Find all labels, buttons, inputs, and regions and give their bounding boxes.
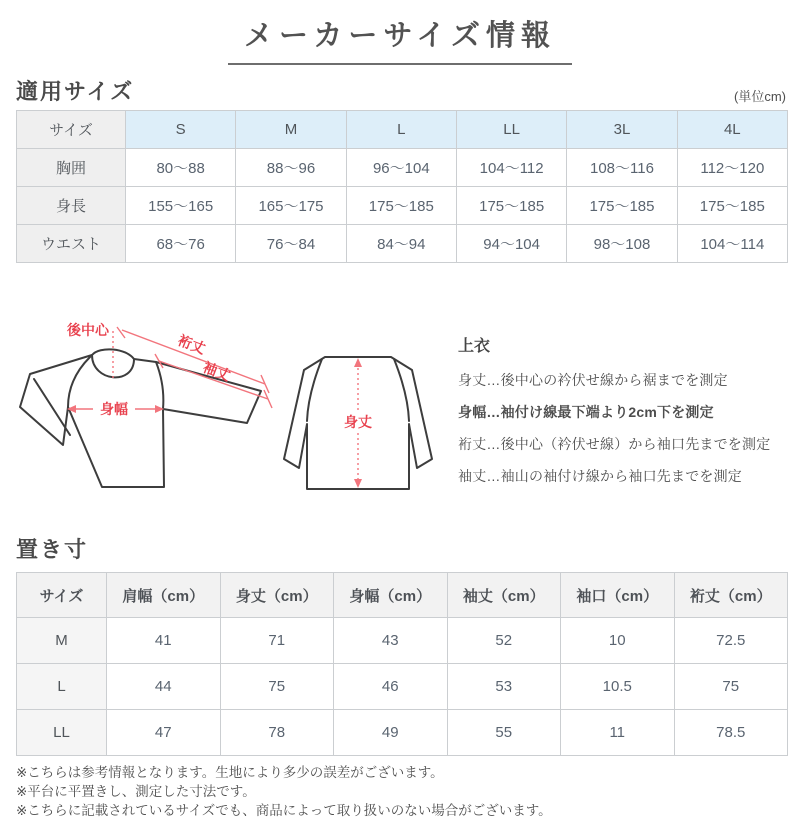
corner-cell: サイズ [17,111,126,149]
footer-notes [16,763,800,820]
table-cell: 44 [107,664,221,710]
desc-heading: 上衣 [458,338,491,355]
row-label: L [17,664,107,710]
table-cell: 108〜116 [567,149,677,187]
table-cell: 49 [334,710,448,756]
desc-line-mihaba: 身幅…袖付け線最下端より2cm下を測定 [458,404,714,420]
table-row-chest [17,149,788,187]
table-cell: 10.5 [561,664,675,710]
col-header-cuff: 袖口（cm） [561,573,675,618]
col-header-4l: 4L [677,111,787,149]
col-header-m: M [236,111,346,149]
col-header-ll: LL [456,111,566,149]
table-cell: 94〜104 [456,225,566,263]
table-cell: 55 [447,710,561,756]
col-header-sleeve: 袖丈（cm） [447,573,561,618]
table-cell: 78 [220,710,334,756]
back-center-tick [117,327,125,338]
row-label: LL [17,710,107,756]
table-cell: 155〜165 [126,187,236,225]
table-row-ll [17,710,788,756]
table-cell: 96〜104 [346,149,456,187]
table-cell: 175〜185 [677,187,787,225]
table-cell: 98〜108 [567,225,677,263]
note-line: ※こちらに記載されているサイズでも、商品によって取り扱いのない場合がございます。 [16,803,552,818]
table-cell: 76〜84 [236,225,346,263]
table-cell: 104〜112 [456,149,566,187]
desc-line-mitake: 身丈…後中心の衿伏せ線から裾までを測定 [458,372,728,388]
table-cell: 75 [220,664,334,710]
table-row-l [17,664,788,710]
applicable-size-header-row [16,75,786,106]
table-cell: 84〜94 [346,225,456,263]
row-label: 胸囲 [17,149,126,187]
table-cell: 52 [447,618,561,664]
table-cell: 80〜88 [126,149,236,187]
note-line: ※平台に平置きし、測定した寸法です。 [16,784,256,799]
shirt-front-diagram [18,297,274,511]
page-title: メーカーサイズ情報 [228,13,572,65]
col-header-width: 身幅（cm） [334,573,448,618]
table-cell: 71 [220,618,334,664]
row-label: M [17,618,107,664]
table-cell: 88〜96 [236,149,346,187]
measurement-description [458,333,798,492]
table-cell: 165〜175 [236,187,346,225]
col-header-3l: 3L [567,111,677,149]
table-cell: 72.5 [674,618,788,664]
table-row-height [17,187,788,225]
col-header-s: S [126,111,236,149]
flat-size-table [16,572,788,756]
table-cell: 10 [561,618,675,664]
table-cell: 11 [561,710,675,756]
note-line: ※こちらは参考情報となります。生地により多少の誤差がございます。 [16,765,444,780]
col-header-l: L [346,111,456,149]
table-cell: 46 [334,664,448,710]
col-header-shoulder: 肩幅（cm） [107,573,221,618]
table-cell: 175〜185 [567,187,677,225]
applicable-size-heading: 適用サイズ [16,79,135,104]
title-wrap [0,0,800,65]
yukitake-label: 裄丈 [175,331,208,357]
row-label: 身長 [17,187,126,225]
table-cell: 68〜76 [126,225,236,263]
col-header-size: サイズ [17,573,107,618]
table-cell: 43 [334,618,448,664]
table-cell: 112〜120 [677,149,787,187]
applicable-size-table [16,110,788,263]
sodetake-end-tick [264,390,272,408]
desc-line-yukitake: 裄丈…後中心（衿伏せ線）から袖口先までを測定 [458,436,771,452]
measurement-diagram-row [0,297,800,515]
table-cell: 175〜185 [456,187,566,225]
table-cell: 75 [674,664,788,710]
table-cell: 53 [447,664,561,710]
shirt-back-diagram [282,325,454,515]
table-header-row [17,573,788,618]
sodetake-label: 袖丈 [200,358,233,384]
col-header-yuki: 裄丈（cm） [674,573,788,618]
mitake-label: 身丈 [344,414,372,430]
table-header-row [17,111,788,149]
table-row-waist [17,225,788,263]
unit-note: (単位cm) [734,89,786,104]
row-label: ウエスト [17,225,126,263]
back-center-label: 後中心 [67,322,109,338]
table-cell: 175〜185 [346,187,456,225]
table-cell: 78.5 [674,710,788,756]
col-header-length: 身丈（cm） [220,573,334,618]
mihaba-label: 身幅 [100,401,128,417]
desc-line-sodetake: 袖丈…袖山の袖付け線から袖口先までを測定 [458,468,742,484]
table-row-m [17,618,788,664]
yukitake-end-tick [261,375,269,393]
table-cell: 104〜114 [677,225,787,263]
table-cell: 41 [107,618,221,664]
flat-size-heading: 置き寸 [16,537,89,562]
table-cell: 47 [107,710,221,756]
